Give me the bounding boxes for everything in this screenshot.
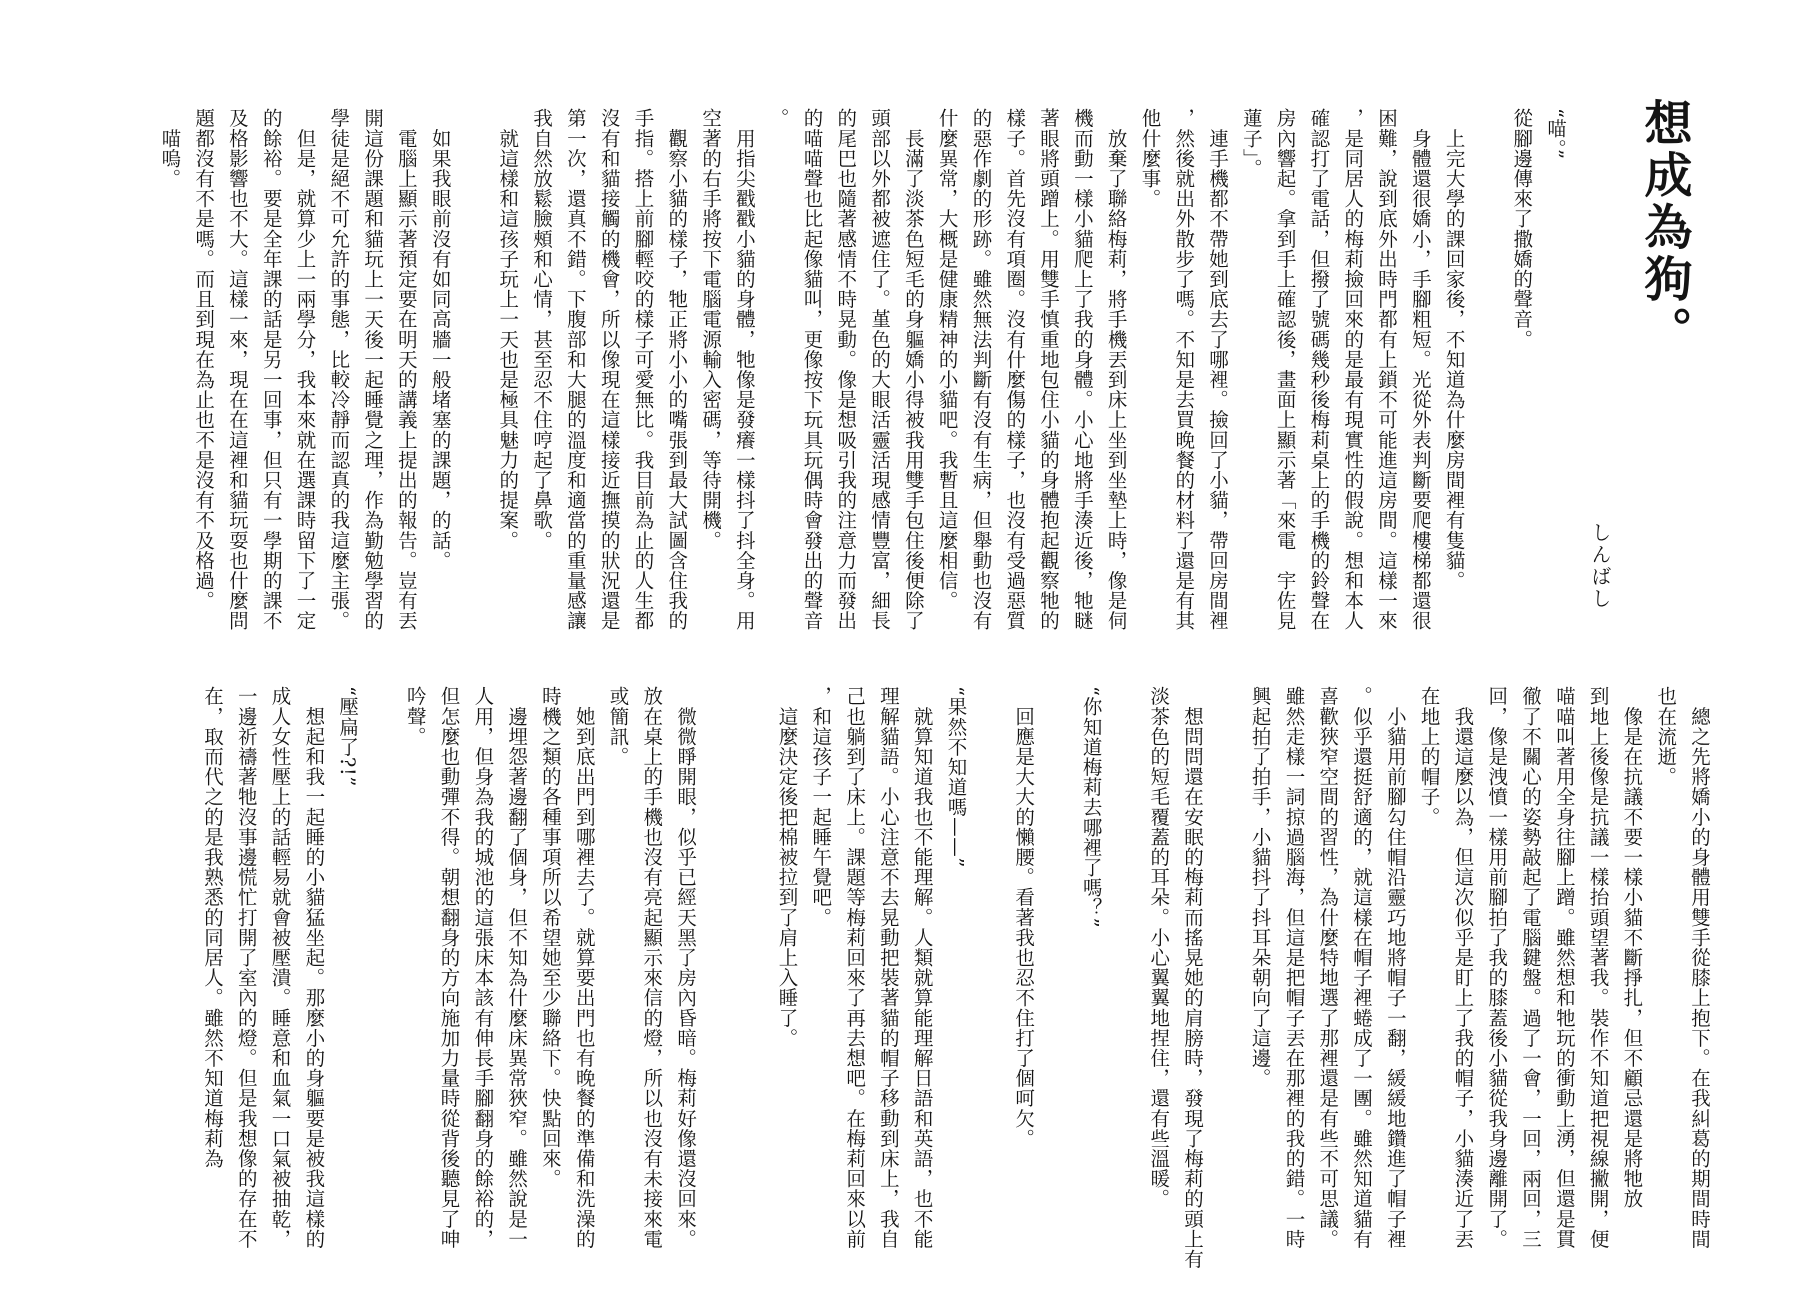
text-line: 她到底出門到哪裡去了。就算要出門也有晚餐的準備和洗澡的 <box>572 686 596 1249</box>
text-line: 開這份課題和貓玩上一天後一起睡覺之理，作為勤勉學習的 <box>361 108 385 631</box>
text-line: 在，取而代之的是我熟悉的同居人。雖然不知道梅莉為 <box>200 686 224 1169</box>
author-name: しんばし <box>1588 522 1612 610</box>
text-line: 題都沒有不是嗎。而且到現在為止也不是沒有不及格過。 <box>192 108 216 611</box>
text-line: 到地上後像是抗議一樣抬頭望著我。裝作不知道把視線撇開，便 <box>1586 686 1610 1249</box>
text-line: 吟聲。 <box>403 686 427 747</box>
text-line: 確認打了電話，但撥了號碼幾秒後梅莉桌上的手機的鈴聲在 <box>1307 108 1331 631</box>
text-line <box>702 686 736 1221</box>
text-line: ，和這孩子一起睡午覺吧。 <box>809 686 833 928</box>
text-line <box>457 108 491 638</box>
text-line: 第一次，還真不錯。下腹部和大腿的溫度和適當的重量感讓 <box>563 108 587 631</box>
text-line: ，然後就出外散步了嗎。不知是去買晚餐的材料了還是有其 <box>1172 108 1196 631</box>
text-line: 他什麼事。 <box>1138 108 1162 209</box>
text-line: 。 <box>766 108 790 129</box>
text-line <box>972 686 1006 1221</box>
text-line <box>364 686 398 1221</box>
text-line: 理解貓語。小心注意不去晃動把裝著貓的帽子移動到床上，我自 <box>876 686 900 1249</box>
text-line: 從腳邊傳來了撒嬌的聲音。 <box>1510 108 1534 350</box>
text-line: 觀察小貓的樣子，牠正將小小的嘴張到最大試圖含住我的 <box>665 108 689 631</box>
text-line: 或簡訊。 <box>606 686 630 767</box>
lower-text-block <box>200 686 1716 1269</box>
text-line: “果然不知道嗎——” <box>944 686 968 868</box>
text-line: 學徒是絕不可允許的事態，比較冷靜而認真的我這麼主張。 <box>327 108 351 631</box>
text-line: 機而動一樣小貓爬上了我的身體。小心地將手湊近後，牠瞇 <box>1070 108 1094 631</box>
text-line: 的尾巴也隨著感情不時晃動。像是想吸引我的注意力而發出 <box>834 108 858 631</box>
text-line: 小貓用前腳勾住帽沿靈巧地將帽子一翻，緩緩地鑽進了帽子裡 <box>1383 686 1407 1249</box>
text-line: 樣子。首先沒有項圈。沒有什麼傷的樣子，也沒有受過惡質 <box>1003 108 1027 631</box>
text-line: ，是同居人的梅莉撿回來的是最有現實性的假說。想和本人 <box>1341 108 1365 631</box>
text-line: 身體還很嬌小，手腳粗短。光從外表判斷要爬樓梯都還很 <box>1408 108 1432 631</box>
text-line: 興起拍了拍手，小貓抖了抖耳朵朝向了這邊。 <box>1248 686 1272 1088</box>
text-line: 的喵喵聲也比起像貓叫，更像按下玩具玩偶時會發出的聲音 <box>800 108 824 631</box>
text-line: 及格影響也不大。這樣一來，現在在這裡和貓玩耍也什麼問 <box>225 108 249 631</box>
text-line: 手指。搭上前腳輕咬的樣子可愛無比。我目前為止的人生都 <box>631 108 655 631</box>
story-title: 想成為狗。 <box>1636 98 1692 358</box>
text-line: 喜歡狹窄空間的習性，為什麼特地選了那裡還是有些不可思議。 <box>1316 686 1340 1249</box>
text-line: 。似乎還挺舒適的，就這樣在帽子裡蜷成了一團。雖然知道貓有 <box>1350 686 1374 1249</box>
upper-text-block <box>158 108 1572 638</box>
text-line: 放棄了聯絡梅莉，將手機丟到床上坐到坐墊上時，像是伺 <box>1104 108 1128 631</box>
text-line: 成人女性壓上的話輕易就會被壓潰。睡意和血氣一口氣被抽乾， <box>268 686 292 1249</box>
text-line: 沒有和貓接觸的機會，所以像現在這樣接近撫摸的狀況還是 <box>597 108 621 631</box>
text-line: 像是在抗議不要一樣小貓不斷掙扎，但不顧忌還是將牠放 <box>1620 686 1644 1209</box>
text-line: 房內響起。拿到手上確認後，畫面上顯示著「來電 宇佐見 <box>1273 108 1297 631</box>
text-line: 困難，說到底外出時門都有上鎖不可能進這房間。這樣一來 <box>1375 108 1399 631</box>
text-line: 我自然放鬆臉頰和心情，甚至忍不住哼起了鼻歌。 <box>530 108 554 551</box>
text-line: 回，像是洩憤一樣用前腳拍了我的膝蓋後小貓從我身邊離開了。 <box>1485 686 1509 1249</box>
text-line: 人用，但身為我的城池的這張床本該有伸長手腳翻身的餘裕的， <box>471 686 495 1249</box>
text-line: 就算知道我也不能理解。人類就算能理解日語和英語，也不能 <box>910 686 934 1249</box>
text-line: 雖然走樣一詞掠過腦海，但這是把帽子丟在那裡的我的錯。一時 <box>1282 686 1306 1249</box>
text-line: 邊埋怨著邊翻了個身，但不知為什麼床異常狹窄。雖然說是一 <box>505 686 529 1249</box>
text-line: “壓扁了?!” <box>336 686 360 787</box>
text-line: 徹了不關心的姿勢敲起了電腦鍵盤。過了一會，一回，兩回，三 <box>1519 686 1543 1249</box>
text-line: 什麼異常，大概是健康精神的小貓吧。我暫且這麼相信。 <box>935 108 959 611</box>
text-line: 想問問還在安眠的梅莉而搖晃她的肩膀時，發現了梅莉的頭上有 <box>1181 686 1205 1269</box>
text-line: 上完大學的課回家後，不知道為什麼房間裡有隻貓。 <box>1442 108 1466 591</box>
text-line: 時機之類的各種事項所以希望她至少聯絡下。快點回來。 <box>538 686 562 1189</box>
text-line: 長滿了淡茶色短毛的身軀嬌小得被我用雙手包住後便除了 <box>901 108 925 631</box>
text-line: 但是，就算少上一兩學分，我本來就在選課時留下了一定 <box>293 108 317 631</box>
text-line: 頭部以外都被遮住了。堇色的大眼活靈活現感情豐富，細長 <box>868 108 892 631</box>
text-line <box>1108 686 1142 1221</box>
text-line: 電腦上顯示著預定要在明天的講義上提出的報告。豈有丟 <box>394 108 418 631</box>
text-line <box>736 686 770 1221</box>
text-line: 回應是大大的懶腰。看著我也忍不住打了個呵欠。 <box>1012 686 1036 1149</box>
text-line: 用指尖戳戳小貓的身體，牠像是發癢一樣抖了抖全身。用 <box>732 108 756 631</box>
text-line: 著眼將頭蹭上。用雙手慎重地包住小貓的身體抱起觀察牠的 <box>1037 108 1061 631</box>
text-line: 在地上的帽子。 <box>1417 686 1441 827</box>
text-line: 連手機都不帶她到底去了哪裡。撿回了小貓，帶回房間裡 <box>1206 108 1230 631</box>
text-line: 淡茶色的短毛覆蓋的耳朵。小心翼翼地捏住，還有些溫暖。 <box>1147 686 1171 1209</box>
text-line: 總之先將嬌小的身體用雙手從膝上抱下。在我糾葛的期間時間 <box>1688 686 1711 1249</box>
text-line: 空著的右手將按下電腦電源輸入密碼，等待開機。 <box>699 108 723 551</box>
text-line: 的餘裕。要是全年課的話是另一回事，但只有一學期的課不 <box>259 108 283 631</box>
text-line: 我還這麼以為，但這次似乎是盯上了我的帽子，小貓湊近了丟 <box>1451 686 1475 1249</box>
text-line <box>1471 108 1505 638</box>
text-line: 放在桌上的手機也沒有亮起顯示來信的燈，所以也沒有未接來電 <box>640 686 664 1249</box>
text-line: 如果我眼前沒有如同高牆一般堵塞的課題，的話。 <box>428 108 452 571</box>
text-line: “喵。” <box>1544 108 1567 160</box>
text-line <box>1040 686 1074 1221</box>
text-line: 蓮子」。 <box>1239 108 1263 179</box>
text-line: 微微睜開眼，似乎已經天黑了房內昏暗。梅莉好像還沒回來。 <box>674 686 698 1249</box>
text-line <box>1209 686 1243 1221</box>
text-line: 一邊祈禱著牠沒事邊慌忙打開了室內的燈。但是我想像的存在不 <box>234 686 258 1249</box>
text-line: 喵嗚。 <box>158 108 182 189</box>
text-line: 就這樣和這孩子玩上一天也是極具魅力的提案。 <box>496 108 520 551</box>
text-line: 想起和我一起睡的小貓猛坐起。那麼小的身軀要是被我這樣的 <box>302 686 326 1249</box>
text-line: “你知道梅莉去哪裡了嗎？” <box>1079 686 1103 929</box>
text-line: 這麼決定後把棉被拉到了肩上入睡了。 <box>775 686 799 1048</box>
text-line: 也在流逝。 <box>1654 686 1678 787</box>
text-line: 喵喵叫著用全身往腳上蹭。雖然想和牠玩的衝動上湧，但還是貫 <box>1552 686 1576 1249</box>
text-line: 但怎麼也動彈不得。朝想翻身的方向施加力量時從背後聽見了呻 <box>437 686 461 1249</box>
text-line: 己也躺到了床上。課題等梅莉回來了再去想吧。在梅莉回來以前 <box>843 686 867 1249</box>
text-line: 的惡作劇的形跡。雖然無法判斷有沒有生病，但舉動也沒有 <box>969 108 993 631</box>
